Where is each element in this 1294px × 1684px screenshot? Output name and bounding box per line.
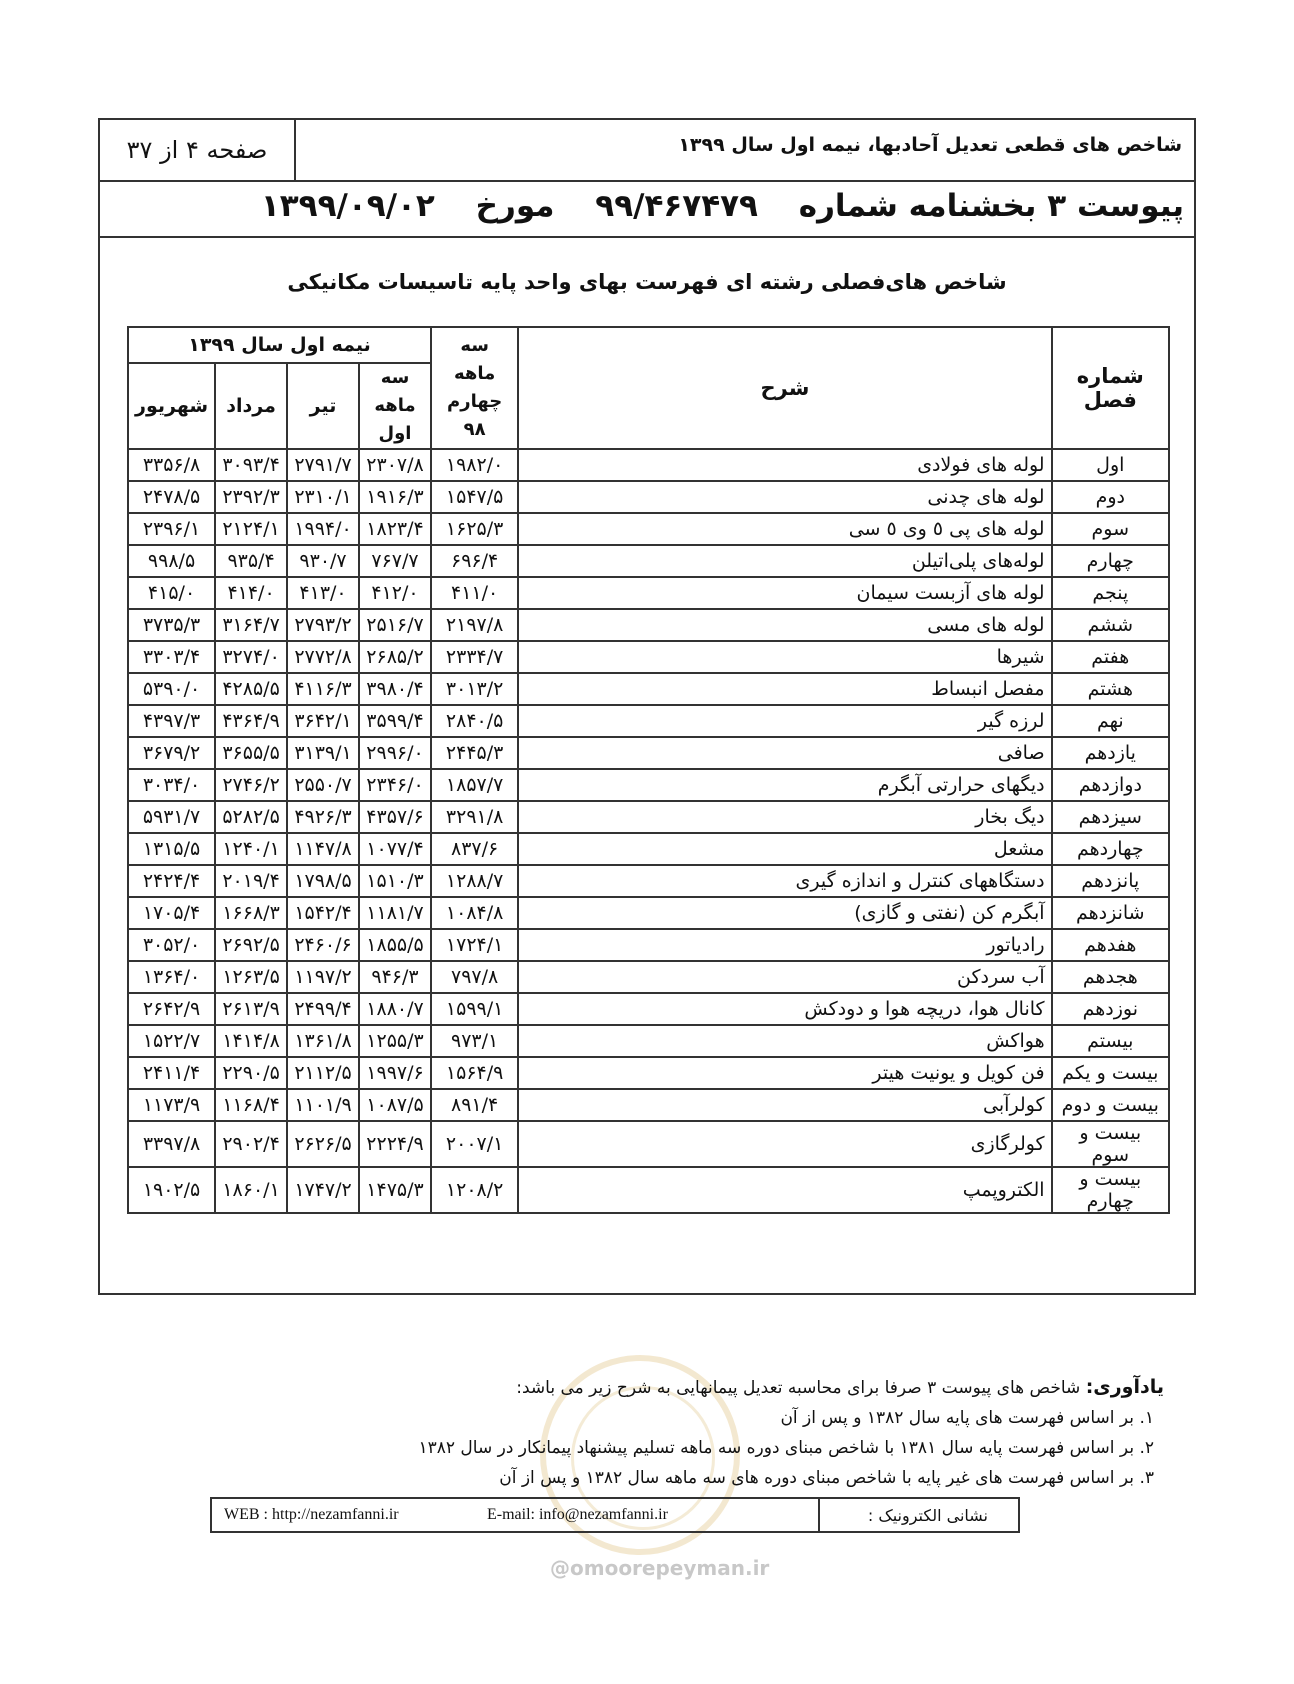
description-cell: کولرآبی <box>518 1089 1051 1121</box>
q4-98-cell: ۱۲۰۸/۲ <box>431 1167 518 1213</box>
q1-cell: ۱۲۵۵/۳ <box>359 1025 431 1057</box>
description-cell: هواکش <box>518 1025 1051 1057</box>
website-link[interactable]: WEB : http://nezamfanni.ir <box>224 1506 399 1523</box>
chapter-cell: نوزدهم <box>1052 993 1169 1025</box>
shahrivar-cell: ۳۷۳۵/۳ <box>128 609 215 641</box>
description-cell: مفصل انبساط <box>518 673 1051 705</box>
table-row <box>128 481 1169 513</box>
chapter-cell: شانزدهم <box>1052 897 1169 929</box>
table-row <box>128 865 1169 897</box>
description-cell: لوله های فولادی <box>518 449 1051 481</box>
description-cell: لوله‌های پلی‌اتیلن <box>518 545 1051 577</box>
mordad-cell: ۳۱۶۴/۷ <box>215 609 287 641</box>
q1-cell: ۴۳۵۷/۶ <box>359 801 431 833</box>
q1-cell: ۲۲۲۴/۹ <box>359 1121 431 1167</box>
description-cell: مشعل <box>518 833 1051 865</box>
q1-cell: ۹۴۶/۳ <box>359 961 431 993</box>
mordad-cell: ۲۹۰۲/۴ <box>215 1121 287 1167</box>
tir-cell: ۳۶۴۲/۱ <box>287 705 359 737</box>
q4-98-cell: ۲۸۴۰/۵ <box>431 705 518 737</box>
description-cell: آبگرم کن (نفتی و گازی) <box>518 897 1051 929</box>
q1-cell: ۱۹۹۷/۶ <box>359 1057 431 1089</box>
bulletin-date: ۱۳۹۹/۰۹/۰۲ <box>260 188 435 224</box>
tir-cell: ۹۳۰/۷ <box>287 545 359 577</box>
q1-cell: ۳۹۸۰/۴ <box>359 673 431 705</box>
mordad-cell: ۵۲۸۲/۵ <box>215 801 287 833</box>
q4-98-cell: ۸۳۷/۶ <box>431 833 518 865</box>
table-row <box>128 833 1169 865</box>
tir-cell: ۴۱۱۶/۳ <box>287 673 359 705</box>
notes-intro: شاخص های پیوست ۳ صرفا برای محاسبه تعدیل پیمانهایی به شرح زیر می باشد: <box>516 1378 1081 1398</box>
bulletin-row <box>100 182 1194 238</box>
header-description: شرح <box>518 327 1051 449</box>
shahrivar-cell: ۹۹۸/۵ <box>128 545 215 577</box>
description-cell: فن کویل و یونیت هیتر <box>518 1057 1051 1089</box>
q4-98-cell: ۷۹۷/۸ <box>431 961 518 993</box>
q1-cell: ۱۵۱۰/۳ <box>359 865 431 897</box>
chapter-cell: هجدهم <box>1052 961 1169 993</box>
shahrivar-cell: ۳۳۰۳/۴ <box>128 641 215 673</box>
description-cell: صافی <box>518 737 1051 769</box>
chapter-cell: هفتم <box>1052 641 1169 673</box>
chapter-cell: دوم <box>1052 481 1169 513</box>
chapter-cell: اول <box>1052 449 1169 481</box>
header-shahrivar: شهریور <box>128 363 215 449</box>
shahrivar-cell: ۲۴۷۸/۵ <box>128 481 215 513</box>
mordad-cell: ۲۱۲۴/۱ <box>215 513 287 545</box>
tir-cell: ۴۱۳/۰ <box>287 577 359 609</box>
chapter-cell: ششم <box>1052 609 1169 641</box>
description-cell: الکتروپمپ <box>518 1167 1051 1213</box>
description-cell: لرزه گیر <box>518 705 1051 737</box>
shahrivar-cell: ۳۳۹۷/۸ <box>128 1121 215 1167</box>
mordad-cell: ۳۶۵۵/۵ <box>215 737 287 769</box>
q4-98-cell: ۱۵۹۹/۱ <box>431 993 518 1025</box>
tir-cell: ۱۷۹۸/۵ <box>287 865 359 897</box>
q1-cell: ۱۴۷۵/۳ <box>359 1167 431 1213</box>
shahrivar-cell: ۵۳۹۰/۰ <box>128 673 215 705</box>
shahrivar-cell: ۴۳۹۷/۳ <box>128 705 215 737</box>
tir-cell: ۲۷۷۲/۸ <box>287 641 359 673</box>
mordad-cell: ۱۴۱۴/۸ <box>215 1025 287 1057</box>
tir-cell: ۱۵۴۲/۴ <box>287 897 359 929</box>
index-table <box>127 326 1170 1214</box>
q1-cell: ۱۸۵۵/۵ <box>359 929 431 961</box>
q4-98-cell: ۲۳۳۴/۷ <box>431 641 518 673</box>
description-cell: کولرگازی <box>518 1121 1051 1167</box>
description-cell: دیگ بخار <box>518 801 1051 833</box>
chapter-cell: پنجم <box>1052 577 1169 609</box>
tir-cell: ۲۵۵۰/۷ <box>287 769 359 801</box>
shahrivar-cell: ۲۳۹۶/۱ <box>128 513 215 545</box>
mordad-cell: ۴۱۴/۰ <box>215 577 287 609</box>
mordad-cell: ۲۶۹۲/۵ <box>215 929 287 961</box>
chapter-cell: چهارم <box>1052 545 1169 577</box>
q4-98-cell: ۹۷۳/۱ <box>431 1025 518 1057</box>
description-cell: کانال هوا، دریچه هوا و دودکش <box>518 993 1051 1025</box>
q4-98-cell: ۱۹۸۲/۰ <box>431 449 518 481</box>
table-row <box>128 1025 1169 1057</box>
table-row <box>128 449 1169 481</box>
description-cell: آب سردکن <box>518 961 1051 993</box>
shahrivar-cell: ۳۰۵۲/۰ <box>128 929 215 961</box>
q4-98-cell: ۲۰۰۷/۱ <box>431 1121 518 1167</box>
mordad-cell: ۲۷۴۶/۲ <box>215 769 287 801</box>
table-row <box>128 961 1169 993</box>
chapter-cell: نهم <box>1052 705 1169 737</box>
tir-cell: ۲۴۹۹/۴ <box>287 993 359 1025</box>
table-row <box>128 1167 1169 1213</box>
chapter-cell: سوم <box>1052 513 1169 545</box>
notes-intro-line <box>64 1372 1164 1403</box>
tir-cell: ۲۷۹۳/۲ <box>287 609 359 641</box>
note-item-1: ۱. بر اساس فهرست های پایه سال ۱۳۸۲ و پس از آن <box>780 1408 1154 1428</box>
table-body <box>128 449 1169 1213</box>
q1-cell: ۲۳۴۶/۰ <box>359 769 431 801</box>
tir-cell: ۳۱۳۹/۱ <box>287 737 359 769</box>
watermark-text: @omoorepeyman.ir <box>550 1556 770 1580</box>
q1-cell: ۲۹۹۶/۰ <box>359 737 431 769</box>
table-row <box>128 801 1169 833</box>
q4-98-cell: ۳۲۹۱/۸ <box>431 801 518 833</box>
table-row <box>128 1057 1169 1089</box>
footer-contact <box>210 1497 1020 1533</box>
description-cell: لوله های چدنی <box>518 481 1051 513</box>
table-row <box>128 993 1169 1025</box>
q4-98-cell: ۱۷۲۴/۱ <box>431 929 518 961</box>
mordad-cell: ۳۰۹۳/۴ <box>215 449 287 481</box>
q4-98-cell: ۱۵۴۷/۵ <box>431 481 518 513</box>
shahrivar-cell: ۳۶۷۹/۲ <box>128 737 215 769</box>
description-cell: لوله های مسی <box>518 609 1051 641</box>
footer-divider <box>818 1499 820 1531</box>
table-row <box>128 929 1169 961</box>
shahrivar-cell: ۴۱۵/۰ <box>128 577 215 609</box>
email-link[interactable]: E-mail: info@nezamfanni.ir <box>487 1506 668 1523</box>
chapter-cell: سیزدهم <box>1052 801 1169 833</box>
chapter-cell: بیست و سوم <box>1052 1121 1169 1167</box>
shahrivar-cell: ۲۴۱۱/۴ <box>128 1057 215 1089</box>
tir-cell: ۲۳۱۰/۱ <box>287 481 359 513</box>
q4-98-cell: ۱۰۸۴/۸ <box>431 897 518 929</box>
shahrivar-cell: ۱۷۰۵/۴ <box>128 897 215 929</box>
q1-cell: ۱۸۲۳/۴ <box>359 513 431 545</box>
table-row <box>128 641 1169 673</box>
q4-98-cell: ۱۵۶۴/۹ <box>431 1057 518 1089</box>
document-title: شاخص های قطعی تعدیل آحادبها، نیمه اول سال ۱۳۹۹ <box>678 134 1182 156</box>
table-row <box>128 545 1169 577</box>
mordad-cell: ۳۲۷۴/۰ <box>215 641 287 673</box>
chapter-cell: بیست و چهارم <box>1052 1167 1169 1213</box>
chapter-cell: دوازدهم <box>1052 769 1169 801</box>
q4-98-cell: ۱۸۵۷/۷ <box>431 769 518 801</box>
tir-cell: ۲۶۲۶/۵ <box>287 1121 359 1167</box>
shahrivar-cell: ۲۴۲۴/۴ <box>128 865 215 897</box>
chapter-cell: هفدهم <box>1052 929 1169 961</box>
bulletin-number: ۹۹/۴۶۷۴۷۹ <box>595 188 758 224</box>
note-item-3: ۳. بر اساس فهرست های غیر پایه با شاخص مبنای دوره های سه ماهه سال ۱۳۸۲ و پس از آن <box>499 1468 1154 1488</box>
table-row <box>128 769 1169 801</box>
header-first-half-1399: نیمه اول سال ۱۳۹۹ <box>128 327 431 363</box>
table-row <box>128 673 1169 705</box>
note-item-2: ۲. بر اساس فهرست پایه سال ۱۳۸۱ با شاخص مبنای دوره سه ماهه تسلیم پیشنهاد پیمانکار در سال ۱۳۸۲ <box>418 1438 1154 1458</box>
q4-98-cell: ۲۴۴۵/۳ <box>431 737 518 769</box>
chapter-cell: یازدهم <box>1052 737 1169 769</box>
chapter-cell: پانزدهم <box>1052 865 1169 897</box>
q1-cell: ۲۳۰۷/۸ <box>359 449 431 481</box>
q1-cell: ۲۵۱۶/۷ <box>359 609 431 641</box>
tir-cell: ۴۹۲۶/۳ <box>287 801 359 833</box>
table-row <box>128 737 1169 769</box>
q1-cell: ۴۱۲/۰ <box>359 577 431 609</box>
shahrivar-cell: ۱۹۰۲/۵ <box>128 1167 215 1213</box>
q4-98-cell: ۳۰۱۳/۲ <box>431 673 518 705</box>
notes-section <box>64 1372 1164 1493</box>
table-row <box>128 897 1169 929</box>
q1-cell: ۱۹۱۶/۳ <box>359 481 431 513</box>
shahrivar-cell: ۱۳۱۵/۵ <box>128 833 215 865</box>
tir-cell: ۱۱۴۷/۸ <box>287 833 359 865</box>
shahrivar-cell: ۱۵۲۲/۷ <box>128 1025 215 1057</box>
bulletin-heading <box>231 188 1184 224</box>
notes-lead: یادآوری: <box>1085 1376 1164 1398</box>
description-cell: دستگاههای کنترل و اندازه گیری <box>518 865 1051 897</box>
tir-cell: ۱۷۴۷/۲ <box>287 1167 359 1213</box>
mordad-cell: ۴۲۸۵/۵ <box>215 673 287 705</box>
table-row <box>128 513 1169 545</box>
header-q4-98: سه ماهه چهارم ۹۸ <box>431 327 518 449</box>
chapter-cell: چهاردهم <box>1052 833 1169 865</box>
tir-cell: ۱۱۹۷/۲ <box>287 961 359 993</box>
q4-98-cell: ۱۶۲۵/۳ <box>431 513 518 545</box>
description-cell: شیرها <box>518 641 1051 673</box>
shahrivar-cell: ۱۳۶۴/۰ <box>128 961 215 993</box>
header-chapter: شماره فصل <box>1052 327 1169 449</box>
tir-cell: ۱۱۰۱/۹ <box>287 1089 359 1121</box>
table-row <box>128 577 1169 609</box>
q4-98-cell: ۱۲۸۸/۷ <box>431 865 518 897</box>
mordad-cell: ۱۲۶۳/۵ <box>215 961 287 993</box>
q1-cell: ۱۰۸۷/۵ <box>359 1089 431 1121</box>
page-number: صفحه ۴ از ۳۷ <box>100 120 296 180</box>
mordad-cell: ۲۰۱۹/۴ <box>215 865 287 897</box>
header-row <box>100 120 1194 182</box>
mordad-cell: ۱۶۶۸/۳ <box>215 897 287 929</box>
description-cell: رادیاتور <box>518 929 1051 961</box>
mordad-cell: ۴۳۶۴/۹ <box>215 705 287 737</box>
table-row <box>128 609 1169 641</box>
footer-label: نشانی الکترونیک : <box>867 1506 988 1525</box>
chapter-cell: هشتم <box>1052 673 1169 705</box>
header-mordad: مرداد <box>215 363 287 449</box>
description-cell: دیگهای حرارتی آبگرم <box>518 769 1051 801</box>
q4-98-cell: ۸۹۱/۴ <box>431 1089 518 1121</box>
tir-cell: ۱۹۹۴/۰ <box>287 513 359 545</box>
q1-cell: ۳۵۹۹/۴ <box>359 705 431 737</box>
q4-98-cell: ۲۱۹۷/۸ <box>431 609 518 641</box>
mordad-cell: ۱۲۴۰/۱ <box>215 833 287 865</box>
q4-98-cell: ۴۱۱/۰ <box>431 577 518 609</box>
table-row <box>128 1089 1169 1121</box>
q1-cell: ۱۰۷۷/۴ <box>359 833 431 865</box>
chapter-cell: بیستم <box>1052 1025 1169 1057</box>
bulletin-label: پیوست ۳ بخشنامه شماره <box>798 188 1184 224</box>
header-tir: تیر <box>287 363 359 449</box>
chapter-cell: بیست و یکم <box>1052 1057 1169 1089</box>
mordad-cell: ۹۳۵/۴ <box>215 545 287 577</box>
shahrivar-cell: ۱۱۷۳/۹ <box>128 1089 215 1121</box>
table-subtitle: شاخص های‌فصلی رشته ای فهرست بهای واحد پایه تاسیسات مکانیکی <box>287 270 1007 294</box>
q1-cell: ۲۶۸۵/۲ <box>359 641 431 673</box>
table-row <box>128 705 1169 737</box>
shahrivar-cell: ۳۰۳۴/۰ <box>128 769 215 801</box>
shahrivar-cell: ۵۹۳۱/۷ <box>128 801 215 833</box>
mordad-cell: ۱۱۶۸/۴ <box>215 1089 287 1121</box>
tir-cell: ۲۴۶۰/۶ <box>287 929 359 961</box>
mordad-cell: ۲۶۱۳/۹ <box>215 993 287 1025</box>
mordad-cell: ۲۳۹۲/۳ <box>215 481 287 513</box>
table-row <box>128 1121 1169 1167</box>
tir-cell: ۱۳۶۱/۸ <box>287 1025 359 1057</box>
shahrivar-cell: ۲۶۴۲/۹ <box>128 993 215 1025</box>
q1-cell: ۱۱۸۱/۷ <box>359 897 431 929</box>
dated-label: مورخ <box>475 188 555 224</box>
mordad-cell: ۱۸۶۰/۱ <box>215 1167 287 1213</box>
tir-cell: ۲۱۱۲/۵ <box>287 1057 359 1089</box>
q4-98-cell: ۶۹۶/۴ <box>431 545 518 577</box>
chapter-cell: بیست و دوم <box>1052 1089 1169 1121</box>
mordad-cell: ۲۲۹۰/۵ <box>215 1057 287 1089</box>
tir-cell: ۲۷۹۱/۷ <box>287 449 359 481</box>
q1-cell: ۱۸۸۰/۷ <box>359 993 431 1025</box>
header-q1: سه ماهه اول <box>359 363 431 449</box>
description-cell: لوله های پی ٥ وی ٥ سی <box>518 513 1051 545</box>
description-cell: لوله های آزبست سیمان <box>518 577 1051 609</box>
q1-cell: ۷۶۷/۷ <box>359 545 431 577</box>
shahrivar-cell: ۳۳۵۶/۸ <box>128 449 215 481</box>
